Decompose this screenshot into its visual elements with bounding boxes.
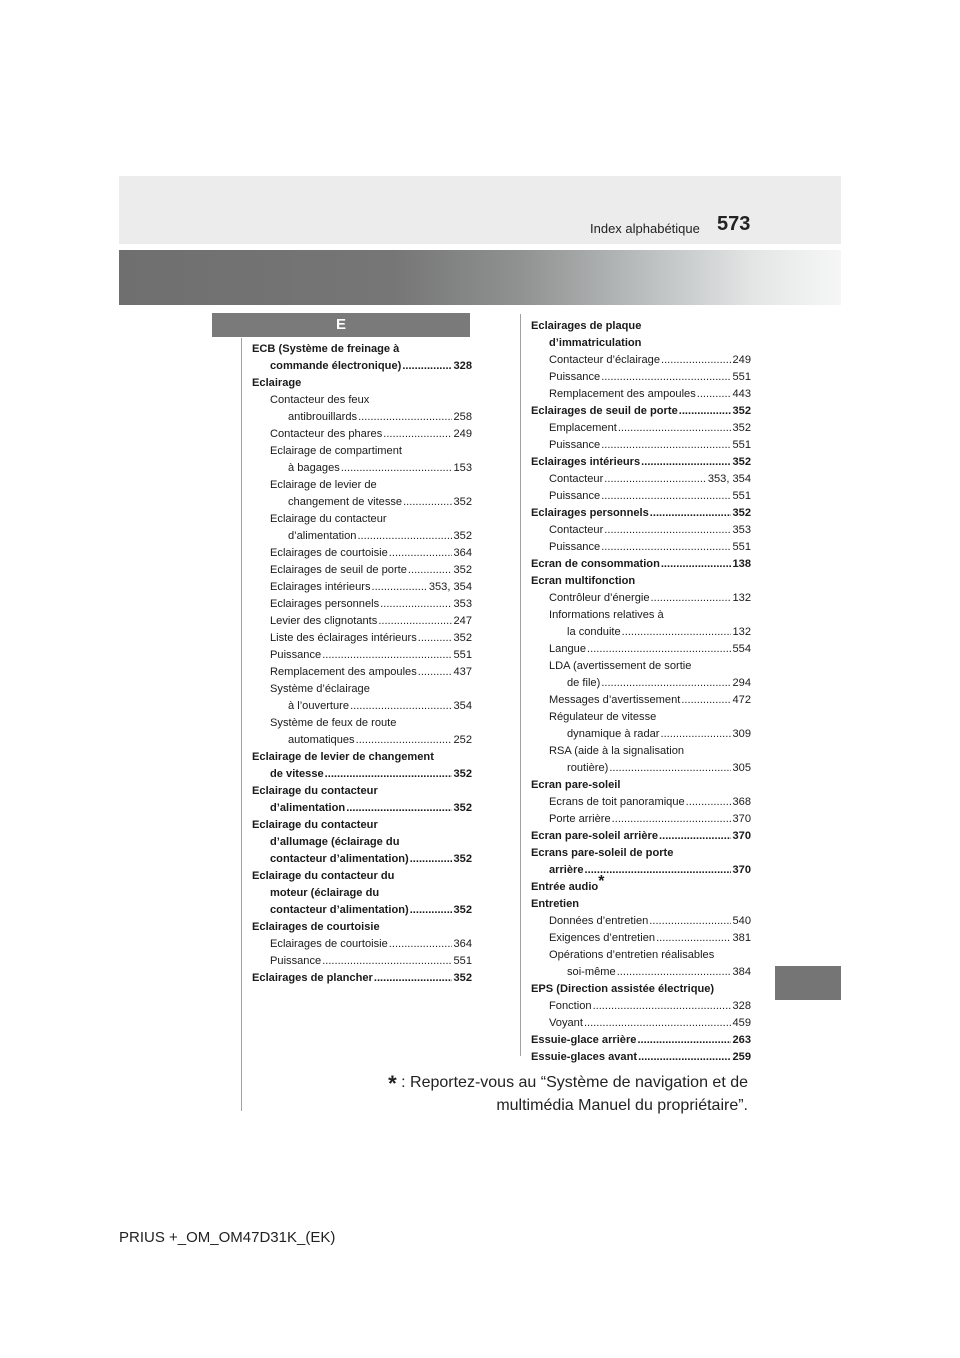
index-entry xyxy=(252,970,472,987)
index-entry xyxy=(531,845,751,862)
dot-leader xyxy=(681,692,731,709)
index-entry xyxy=(531,573,751,590)
dot-leader xyxy=(659,828,731,845)
index-entry xyxy=(531,539,751,556)
document-code: PRIUS +_OM_OM47D31K_(EK) xyxy=(119,1229,336,1246)
index-entry-page: 352 xyxy=(453,496,472,508)
index-entry-text: Puissance xyxy=(549,371,601,383)
dot-leader xyxy=(346,800,452,817)
footnote-line-2: multimédia Manuel du propriétaire”. xyxy=(496,1097,748,1114)
dot-leader xyxy=(402,358,452,375)
index-entry-text: EPS (Direction assistée électrique) xyxy=(531,983,715,995)
dot-leader xyxy=(587,641,731,658)
index-entry xyxy=(252,528,472,545)
index-entry xyxy=(531,369,751,386)
index-entry-page: 364 xyxy=(453,938,472,950)
dot-leader xyxy=(325,766,453,783)
index-entry-text: Puissance xyxy=(549,490,601,502)
index-entry-text: Contacteur xyxy=(549,524,604,536)
index-entry xyxy=(531,709,751,726)
index-entry xyxy=(252,579,472,596)
index-entry xyxy=(531,964,751,981)
index-entry-text: Eclairage du contacteur du xyxy=(252,870,395,882)
index-entry-page: 370 xyxy=(732,864,751,876)
index-entry xyxy=(531,896,751,913)
index-entry xyxy=(531,873,751,896)
index-entry xyxy=(252,953,472,970)
index-entry-text: commande électronique) xyxy=(270,360,402,372)
index-entry-text: moteur (éclairage du xyxy=(270,887,380,899)
index-entry-text: Essuie-glace arrière xyxy=(531,1034,637,1046)
index-entry-page: 259 xyxy=(732,1051,751,1063)
footnote-reference-marker: * xyxy=(598,873,605,890)
index-entry xyxy=(252,460,472,477)
dot-leader xyxy=(350,698,452,715)
index-entry-page: 352 xyxy=(453,802,472,814)
index-entry-page: 551 xyxy=(453,955,472,967)
dot-leader xyxy=(380,596,452,613)
index-entry-text: RSA (aide à la signalisation xyxy=(549,745,685,757)
index-entry-text: antibrouillards xyxy=(288,411,358,423)
index-entry-text: Contacteur des feux xyxy=(270,394,370,406)
thumb-index-tab xyxy=(775,966,841,1000)
index-entry-page: 384 xyxy=(732,966,751,978)
index-entry-page: 352 xyxy=(453,972,472,984)
index-entry-text: Ecran pare-soleil arrière xyxy=(531,830,659,842)
index-entry-text: d’immatriculation xyxy=(549,337,642,349)
index-entry-page: 352 xyxy=(453,530,472,542)
index-entry-text: Eclairages intérieurs xyxy=(270,581,371,593)
dot-leader xyxy=(383,426,452,443)
dot-leader xyxy=(604,471,707,488)
dot-leader xyxy=(357,528,452,545)
index-entry-page: 443 xyxy=(732,388,751,400)
index-entry xyxy=(252,613,472,630)
dot-leader xyxy=(638,1049,731,1066)
index-letter-header: E xyxy=(212,313,470,337)
dot-leader xyxy=(418,630,453,647)
index-entry xyxy=(252,749,472,766)
index-entry-text: Eclairages de courtoisie xyxy=(270,938,388,950)
index-entry xyxy=(531,828,751,845)
index-entry xyxy=(531,811,751,828)
dot-leader xyxy=(661,556,732,573)
index-entry-text: Eclairage de compartiment xyxy=(270,445,402,457)
index-entry xyxy=(252,885,472,902)
index-entry xyxy=(252,800,472,817)
index-entry-text: Ecran multifonction xyxy=(531,575,636,587)
index-entry-text: d’allumage (éclairage du xyxy=(270,836,400,848)
dot-leader xyxy=(679,403,732,420)
index-entry xyxy=(252,919,472,936)
index-entry xyxy=(252,426,472,443)
index-entry xyxy=(531,403,751,420)
index-entry-page: 132 xyxy=(732,626,751,638)
index-entry-text: Données d’entretien xyxy=(549,915,649,927)
index-entry-text: Eclairage xyxy=(252,377,302,389)
index-entry xyxy=(252,681,472,698)
dot-leader xyxy=(697,386,732,403)
index-entry xyxy=(531,335,751,352)
index-entry-text: ECB (Système de freinage à xyxy=(252,343,400,355)
dot-leader xyxy=(410,851,453,868)
index-entry-text: Ecran de consommation xyxy=(531,558,660,570)
index-entry-text: soi-même xyxy=(567,966,616,978)
index-entry-text: Entrée audio xyxy=(531,881,599,893)
index-entry-text: routière) xyxy=(567,762,609,774)
index-entry-text: Messages d’avertissement xyxy=(549,694,681,706)
index-entry-page: 263 xyxy=(732,1034,751,1046)
index-entry-page: 370 xyxy=(732,830,751,842)
index-entry xyxy=(531,624,751,641)
index-entry xyxy=(252,545,472,562)
index-entry xyxy=(252,868,472,885)
dot-leader xyxy=(408,562,453,579)
index-entry xyxy=(531,675,751,692)
index-entry-text: Eclairages de courtoisie xyxy=(252,921,380,933)
index-entry xyxy=(252,375,472,392)
index-entry xyxy=(252,647,472,664)
index-entry xyxy=(252,783,472,800)
index-entry xyxy=(531,420,751,437)
index-entry-page: 459 xyxy=(732,1017,751,1029)
dot-leader xyxy=(601,488,731,505)
index-entry-text: Contacteur des phares xyxy=(270,428,383,440)
index-entry-text: LDA (avertissement de sortie xyxy=(549,660,692,672)
index-entry-page: 153 xyxy=(453,462,472,474)
index-entry-text: Système d’éclairage xyxy=(270,683,370,695)
index-entry-text: Contacteur d’éclairage xyxy=(549,354,661,366)
index-entry-page: 352 xyxy=(732,405,751,417)
dot-leader xyxy=(609,760,731,777)
index-entry-text: d’alimentation xyxy=(288,530,357,542)
index-entry-page: 437 xyxy=(453,666,472,678)
index-entry-text: Eclairages de seuil de porte xyxy=(531,405,678,417)
index-entry-text: Eclairages de seuil de porte xyxy=(270,564,407,576)
index-entry-text: Levier des clignotants xyxy=(270,615,378,627)
index-entry-text: Langue xyxy=(549,643,587,655)
index-entry-page: 364 xyxy=(453,547,472,559)
index-entry xyxy=(531,505,751,522)
index-entry xyxy=(531,488,751,505)
index-entry xyxy=(252,562,472,579)
dot-leader xyxy=(374,970,453,987)
index-entry xyxy=(531,641,751,658)
dot-leader xyxy=(617,964,732,981)
center-divider-line xyxy=(520,314,521,1056)
dot-leader xyxy=(649,913,731,930)
index-entry-page: 352 xyxy=(453,853,472,865)
index-entry-text: contacteur d’alimentation) xyxy=(270,853,409,865)
index-entry-page: 352 xyxy=(732,456,751,468)
index-entry-page: 247 xyxy=(453,615,472,627)
dot-leader xyxy=(686,794,732,811)
index-entry-text: Eclairage du contacteur xyxy=(252,785,378,797)
index-entry-text: de vitesse xyxy=(270,768,324,780)
index-entry xyxy=(531,386,751,403)
index-entry-page: 328 xyxy=(453,360,472,372)
dot-leader xyxy=(604,522,731,539)
index-entry-text: Contrôleur d’énergie xyxy=(549,592,650,604)
index-entry-text: Puissance xyxy=(549,541,601,553)
dot-leader xyxy=(601,539,731,556)
index-entry-page: 305 xyxy=(732,762,751,774)
index-entry-page: 368 xyxy=(732,796,751,808)
index-entry xyxy=(531,658,751,675)
dot-leader xyxy=(403,494,452,511)
index-entry-text: Essuie-glaces avant xyxy=(531,1051,638,1063)
index-entry-page: 328 xyxy=(732,1000,751,1012)
index-entry-text: Puissance xyxy=(549,439,601,451)
index-entry-text: Entretien xyxy=(531,898,580,910)
index-entry-page: 249 xyxy=(732,354,751,366)
index-entry xyxy=(252,834,472,851)
index-entry-text: Eclairage du contacteur xyxy=(252,819,378,831)
index-entry-page: 353, 354 xyxy=(707,473,751,485)
index-entry xyxy=(252,902,472,919)
index-entry-page: 352 xyxy=(453,632,472,644)
index-entry xyxy=(252,358,472,375)
dot-leader xyxy=(372,579,428,596)
left-index-column xyxy=(252,341,472,987)
index-entry-text: Opérations d’entretien réalisables xyxy=(549,949,715,961)
index-entry-text: Eclairage de levier de changement xyxy=(252,751,434,763)
index-entry xyxy=(252,715,472,732)
index-entry-text: Puissance xyxy=(270,649,322,661)
index-entry xyxy=(252,851,472,868)
page-number: 573 xyxy=(717,213,751,235)
index-entry-page: 249 xyxy=(453,428,472,440)
index-entry xyxy=(531,1049,751,1066)
index-entry-text: Régulateur de vitesse xyxy=(549,711,657,723)
dot-leader xyxy=(378,613,452,630)
dot-leader xyxy=(341,460,453,477)
dot-leader xyxy=(584,1015,732,1032)
index-entry xyxy=(531,930,751,947)
index-entry-page: 551 xyxy=(732,371,751,383)
dot-leader xyxy=(650,505,732,522)
index-entry xyxy=(252,596,472,613)
dot-leader xyxy=(389,545,453,562)
index-entry xyxy=(252,698,472,715)
dot-leader xyxy=(656,930,731,947)
index-entry-text: Informations relatives à xyxy=(549,609,664,621)
index-entry xyxy=(252,494,472,511)
dot-leader xyxy=(641,454,731,471)
footnote xyxy=(388,1072,748,1117)
index-entry xyxy=(531,947,751,964)
index-entry-text: contacteur d’alimentation) xyxy=(270,904,409,916)
index-entry-page: 294 xyxy=(732,677,751,689)
dot-leader xyxy=(356,732,453,749)
dot-leader xyxy=(593,998,732,1015)
index-entry-page: 353, 354 xyxy=(428,581,472,593)
index-entry-text: Puissance xyxy=(270,955,322,967)
section-title: Index alphabétique xyxy=(590,221,700,236)
index-entry-text: à bagages xyxy=(288,462,340,474)
index-entry-page: 352 xyxy=(453,768,472,780)
index-entry xyxy=(252,341,472,358)
dot-leader xyxy=(637,1032,731,1049)
dot-leader xyxy=(661,726,732,743)
index-entry xyxy=(531,981,751,998)
index-entry-text: Exigences d’entretien xyxy=(549,932,656,944)
index-entry-text: Eclairages personnels xyxy=(531,507,649,519)
index-entry xyxy=(252,409,472,426)
index-entry-page: 540 xyxy=(732,915,751,927)
index-entry-page: 352 xyxy=(732,422,751,434)
index-entry xyxy=(252,732,472,749)
index-entry xyxy=(531,318,751,335)
index-entry xyxy=(252,511,472,528)
index-entry-text: arrière xyxy=(549,864,584,876)
index-entry xyxy=(531,862,751,879)
index-entry-page: 352 xyxy=(732,507,751,519)
dot-leader xyxy=(389,936,453,953)
index-entry-text: Eclairages de plancher xyxy=(252,972,373,984)
dot-leader xyxy=(661,352,731,369)
index-entry xyxy=(252,766,472,783)
footnote-marker: * xyxy=(388,1071,397,1096)
dot-leader xyxy=(418,664,453,681)
index-entry-text: d’alimentation xyxy=(270,802,346,814)
index-entry-text: Emplacement xyxy=(549,422,617,434)
index-entry xyxy=(531,743,751,760)
index-entry xyxy=(531,1015,751,1032)
index-entry-text: Liste des éclairages intérieurs xyxy=(270,632,417,644)
index-entry-page: 551 xyxy=(732,541,751,553)
index-entry-text: Eclairage de levier de xyxy=(270,479,377,491)
index-entry-text: Ecrans pare-soleil de porte xyxy=(531,847,674,859)
index-entry xyxy=(531,794,751,811)
index-entry-text: Eclairages de courtoisie xyxy=(270,547,388,559)
index-entry xyxy=(252,664,472,681)
index-entry xyxy=(252,817,472,834)
index-entry-text: automatiques xyxy=(288,734,355,746)
index-entry-text: Eclairages de plaque xyxy=(531,320,642,332)
index-entry xyxy=(531,777,751,794)
index-entry xyxy=(531,998,751,1015)
index-entry-text: de file) xyxy=(567,677,601,689)
dot-leader xyxy=(322,647,452,664)
dot-leader xyxy=(410,902,453,919)
dot-leader xyxy=(322,953,452,970)
dot-leader xyxy=(651,590,732,607)
dot-leader xyxy=(601,437,731,454)
index-entry-text: Porte arrière xyxy=(549,813,611,825)
index-entry xyxy=(531,607,751,624)
index-entry xyxy=(531,352,751,369)
index-entry-page: 554 xyxy=(732,643,751,655)
dot-leader xyxy=(612,811,732,828)
index-entry-page: 551 xyxy=(732,490,751,502)
index-entry-text: Voyant xyxy=(549,1017,583,1029)
index-entry-text: Eclairage du contacteur xyxy=(270,513,387,525)
index-entry xyxy=(252,936,472,953)
index-entry-page: 352 xyxy=(453,904,472,916)
index-entry xyxy=(531,522,751,539)
index-entry-text: dynamique à radar xyxy=(567,728,660,740)
index-entry-page: 132 xyxy=(732,592,751,604)
index-entry-text: à l’ouverture xyxy=(288,700,350,712)
dot-leader xyxy=(601,369,731,386)
index-entry-page: 352 xyxy=(453,564,472,576)
index-entry-page: 381 xyxy=(732,932,751,944)
index-entry-text: la conduite xyxy=(567,626,621,638)
index-entry-page: 551 xyxy=(453,649,472,661)
index-entry-page: 551 xyxy=(732,439,751,451)
index-entry xyxy=(531,760,751,777)
index-entry xyxy=(531,1032,751,1049)
dot-leader xyxy=(622,624,732,641)
dot-leader xyxy=(358,409,452,426)
dot-leader xyxy=(585,862,732,879)
index-entry xyxy=(531,437,751,454)
index-entry-page: 353 xyxy=(453,598,472,610)
index-entry-page: 309 xyxy=(732,728,751,740)
index-entry-page: 353 xyxy=(732,524,751,536)
footnote-line-1: : Reportez-vous au “Système de navigation et de xyxy=(401,1074,748,1091)
index-entry-text: Fonction xyxy=(549,1000,592,1012)
index-entry xyxy=(531,556,751,573)
index-entry-text: Remplacement des ampoules xyxy=(270,666,417,678)
right-index-column xyxy=(531,318,751,1066)
left-divider-line xyxy=(241,338,242,1111)
index-entry-text: Contacteur xyxy=(549,473,604,485)
index-entry-text: changement de vitesse xyxy=(288,496,403,508)
index-entry-page: 138 xyxy=(732,558,751,570)
index-entry xyxy=(252,443,472,460)
index-entry xyxy=(252,477,472,494)
index-entry-text: Ecrans de toit panoramique xyxy=(549,796,685,808)
index-entry-text: Système de feux de route xyxy=(270,717,397,729)
index-entry xyxy=(531,590,751,607)
index-entry-text: Eclairages personnels xyxy=(270,598,380,610)
index-entry xyxy=(531,471,751,488)
decorative-gradient-bar xyxy=(119,250,841,305)
index-entry-page: 252 xyxy=(453,734,472,746)
dot-leader xyxy=(618,420,732,437)
dot-leader xyxy=(601,675,731,692)
index-entry xyxy=(531,454,751,471)
index-entry-text: Ecran pare-soleil xyxy=(531,779,621,791)
index-entry-page: 354 xyxy=(453,700,472,712)
index-entry-page: 472 xyxy=(732,694,751,706)
index-entry-text: Eclairages intérieurs xyxy=(531,456,641,468)
index-entry-page: 258 xyxy=(453,411,472,423)
index-entry xyxy=(252,630,472,647)
index-entry xyxy=(252,392,472,409)
index-entry-text: Remplacement des ampoules xyxy=(549,388,696,400)
index-entry xyxy=(531,913,751,930)
index-entry xyxy=(531,692,751,709)
index-entry xyxy=(531,726,751,743)
index-entry-page: 370 xyxy=(732,813,751,825)
